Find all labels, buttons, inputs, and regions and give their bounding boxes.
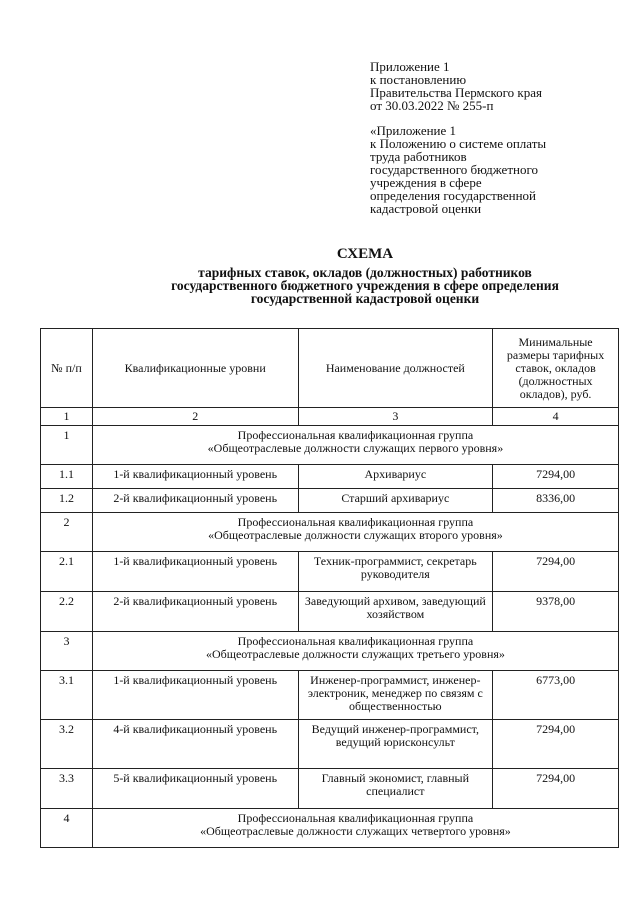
- prior-appendix-line: кадастровой оценки: [370, 201, 482, 216]
- column-number: 1: [41, 408, 93, 426]
- column-number: 4: [493, 408, 619, 426]
- group-title: [92, 513, 618, 552]
- row-position: Архивариус: [298, 465, 493, 489]
- header-positions: Наименование должностей: [298, 329, 493, 408]
- salary-table: [40, 328, 619, 848]
- row-level: 2-й квалификационный уровень: [92, 489, 298, 513]
- row-level: 1-й квалификационный уровень: [92, 465, 298, 489]
- table-row: [41, 592, 619, 632]
- group-title-line: «Общеотраслевые должности служащих второго уровня»: [208, 528, 503, 542]
- column-number: 2: [92, 408, 298, 426]
- prior-appendix-line: к Положению о системе оплаты: [370, 136, 547, 151]
- row-salary: 7294,00: [493, 552, 619, 592]
- prior-appendix-line: государственного бюджетного: [370, 162, 538, 177]
- document-subtitle-line: государственного бюджетного учреждения в сфере определения: [171, 278, 559, 293]
- column-number: 3: [298, 408, 493, 426]
- document-title: СХЕМА: [336, 246, 394, 262]
- appendix-block: [370, 60, 632, 215]
- row-salary: 9378,00: [493, 592, 619, 632]
- table-row: [41, 465, 619, 489]
- group-title: [92, 632, 618, 671]
- document-subtitle-line: тарифных ставок, окладов (должностных) работников: [198, 265, 532, 280]
- group-title-line: «Общеотраслевые должности служащих четвертого уровня»: [200, 824, 511, 838]
- group-title-line: Профессиональная квалификационная группа: [237, 428, 474, 442]
- group-title-line: Профессиональная квалификационная группа: [237, 811, 474, 825]
- row-level: 2-й квалификационный уровень: [92, 592, 298, 632]
- prior-appendix-line: труда работников: [370, 149, 467, 164]
- group-num: 2: [41, 513, 93, 552]
- header-num: № п/п: [41, 329, 93, 408]
- group-num: 3: [41, 632, 93, 671]
- group-row: [41, 426, 619, 465]
- row-num: 2.2: [41, 592, 93, 632]
- document-subtitle-line: государственной кадастровой оценки: [250, 291, 480, 306]
- row-num: 3.3: [41, 769, 93, 809]
- document-heading: [40, 248, 640, 305]
- row-position: Главный экономист, главный специалист: [298, 769, 493, 809]
- row-position: Заведующий архивом, заведующий хозяйством: [298, 592, 493, 632]
- group-num: 4: [41, 809, 93, 848]
- row-position: Инженер-программист, инженер-электроник, менеджер по связям с общественностью: [298, 671, 493, 720]
- row-salary: 8336,00: [493, 489, 619, 513]
- row-position: Ведущий инженер-программист, ведущий юрисконсульт: [298, 720, 493, 769]
- group-title-line: «Общеотраслевые должности служащих третьего уровня»: [205, 647, 505, 661]
- prior-appendix-line: учреждения в сфере: [370, 175, 482, 190]
- row-level: 1-й квалификационный уровень: [92, 552, 298, 592]
- table-row: [41, 489, 619, 513]
- group-row: [41, 809, 619, 848]
- row-position: Старший архивариус: [298, 489, 493, 513]
- appendix-line: Правительства Пермского края: [370, 85, 542, 100]
- row-salary: 7294,00: [493, 465, 619, 489]
- row-num: 2.1: [41, 552, 93, 592]
- table-row: [41, 769, 619, 809]
- group-num: 1: [41, 426, 93, 465]
- group-title-line: Профессиональная квалификационная группа: [237, 515, 474, 529]
- row-num: 1.1: [41, 465, 93, 489]
- table-row: [41, 552, 619, 592]
- row-salary: 7294,00: [493, 720, 619, 769]
- header-levels: Квалификационные уровни: [92, 329, 298, 408]
- row-salary: 7294,00: [493, 769, 619, 809]
- row-salary: 6773,00: [493, 671, 619, 720]
- column-number-row: [41, 408, 619, 426]
- appendix-line: от 30.03.2022 № 255-п: [370, 98, 494, 113]
- row-position: Техник-программист, секретарь руководителя: [298, 552, 493, 592]
- row-level: 1-й квалификационный уровень: [92, 671, 298, 720]
- appendix-line: Приложение 1: [370, 59, 450, 74]
- table-row: [41, 720, 619, 769]
- prior-appendix-line: определения государственной: [370, 188, 536, 203]
- header-salary: Минимальные размеры тарифных ставок, окладов (должностных окладов), руб.: [493, 329, 619, 408]
- appendix-line: к постановлению: [370, 72, 467, 87]
- group-row: [41, 632, 619, 671]
- row-level: 4-й квалификационный уровень: [92, 720, 298, 769]
- group-row: [41, 513, 619, 552]
- group-title: [92, 809, 618, 848]
- row-num: 3.2: [41, 720, 93, 769]
- row-num: 1.2: [41, 489, 93, 513]
- group-title-line: «Общеотраслевые должности служащих первого уровня»: [207, 441, 504, 455]
- row-num: 3.1: [41, 671, 93, 720]
- group-title: [92, 426, 618, 465]
- group-title-line: Профессиональная квалификационная группа: [237, 634, 474, 648]
- table-row: [41, 671, 619, 720]
- prior-appendix-line: «Приложение 1: [370, 123, 457, 138]
- table-header-row: [41, 329, 619, 408]
- row-level: 5-й квалификационный уровень: [92, 769, 298, 809]
